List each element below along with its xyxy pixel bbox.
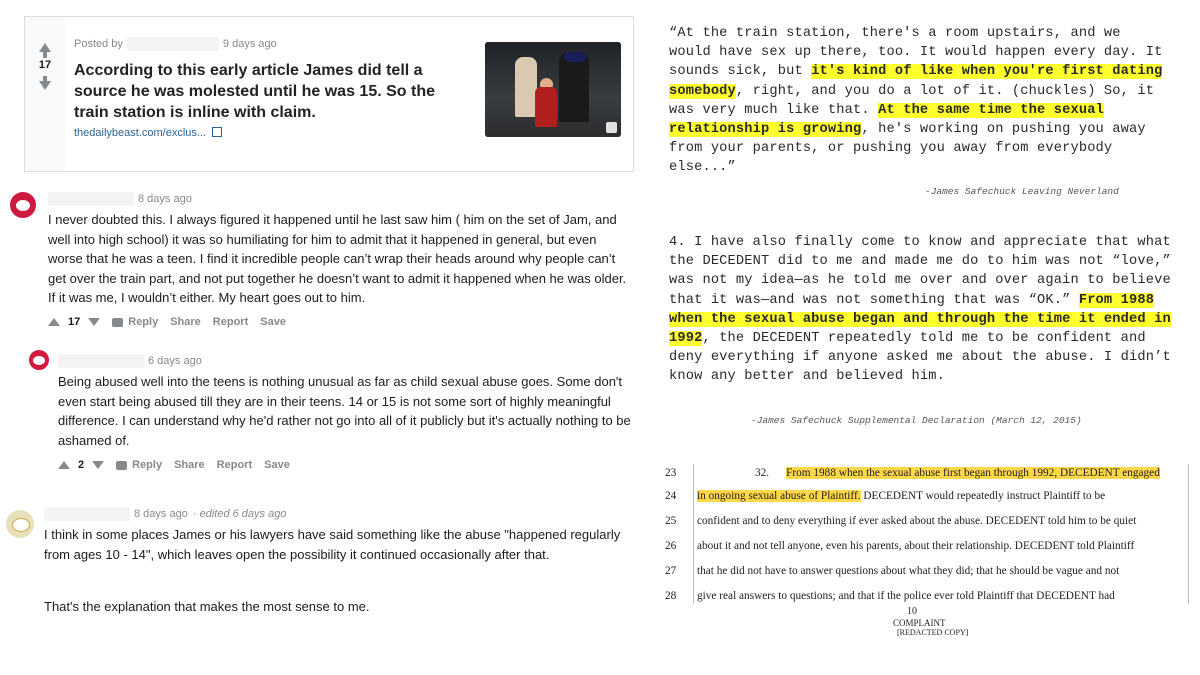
comment-bubble-icon bbox=[112, 318, 123, 327]
complaint-document bbox=[665, 462, 1195, 652]
comment-time: 8 days ago bbox=[134, 507, 188, 520]
share-button[interactable]: Share bbox=[174, 459, 205, 471]
downvote-icon[interactable] bbox=[88, 318, 100, 326]
line-text bbox=[697, 487, 1105, 505]
post-link-text[interactable]: thedailybeast.com/exclus... bbox=[74, 127, 207, 139]
comment-meta bbox=[48, 192, 192, 206]
post-link[interactable] bbox=[74, 126, 222, 139]
comment-body: Being abused well into the teens is nothing unusual as far as child sexual abuse goes. Some don't even start being abused till they are in their teens. 14 or 15 is not some sort of highly meaningful difference. I can understand why he'd rather not go into all of it publicly but it's actually nothing to be ashamed of. bbox=[58, 374, 631, 448]
reply-button[interactable]: Reply bbox=[132, 459, 163, 471]
comment-time: 8 days ago bbox=[138, 192, 192, 205]
quote-text: 4. I have also finally come to know and appreciate that what the DECEDENT did to me and made me do to him was not “love,” was not my idea—as he told me over and over again to believe that it was—and was not something that was “OK.” bbox=[669, 235, 1171, 308]
redacted-username bbox=[58, 354, 144, 368]
expand-icon[interactable] bbox=[606, 122, 617, 133]
comment-body: I think in some places James or his lawyers have said something like the abuse "happened regularly from ages 10 - 14", which leaves open the possibility it continued occasionally after that. bbox=[44, 527, 621, 562]
line-number: 24 bbox=[665, 490, 677, 502]
post-card[interactable] bbox=[24, 16, 634, 172]
evidence-panel bbox=[655, 0, 1200, 675]
line-number: 23 bbox=[665, 467, 677, 479]
reply-button[interactable]: Reply bbox=[128, 316, 159, 328]
comment-body: I never doubted this. I always figured it happened until he last saw him ( him on the set of Jam, and well into high school) it was so humiliating for him to admit that it happened in general, but even worse that he was a teen. I find it incredible people can’t wrap their heads around why people can’t get over the train part, and not put together he doesn’t want to admit it happened when he was older. If it was me, I wouldn’t either. My heart goes out to him. bbox=[48, 212, 627, 305]
posted-by-label: Posted by bbox=[74, 37, 123, 50]
comment-meta bbox=[58, 354, 202, 368]
save-button[interactable]: Save bbox=[264, 459, 290, 471]
upvote-icon[interactable] bbox=[58, 461, 70, 469]
post-thumbnail[interactable] bbox=[485, 42, 621, 137]
share-button[interactable]: Share bbox=[170, 316, 201, 328]
post-vote-column bbox=[25, 17, 65, 171]
upvote-icon-stem bbox=[43, 52, 47, 58]
quote-leaving-neverland bbox=[669, 24, 1169, 178]
comment-body-paragraph: That's the explanation that makes the most sense to me. bbox=[44, 599, 370, 614]
line-text: give real answers to questions; and that if the police ever told Plaintiff that DECEDENT had bbox=[697, 590, 1115, 602]
quote-supplemental-declaration bbox=[669, 233, 1177, 387]
redacted-username bbox=[44, 507, 130, 521]
report-button[interactable]: Report bbox=[212, 316, 249, 328]
line-text: 32. From 1988 when the sexual abuse first began through 1992, DECEDENT engaged bbox=[755, 467, 1160, 479]
quote-text: , he's working on pushing you away from your parents, or pushing you away from everybody else...” bbox=[669, 122, 1146, 176]
post-time: 9 days ago bbox=[222, 37, 277, 50]
downvote-icon[interactable] bbox=[92, 461, 104, 469]
thumbnail-figure bbox=[559, 52, 589, 122]
margin-rule bbox=[1188, 464, 1189, 604]
thumbnail-figure bbox=[535, 87, 557, 127]
avatar[interactable] bbox=[29, 350, 49, 370]
snoo-face-icon bbox=[12, 518, 30, 532]
comment-bubble-icon bbox=[116, 461, 127, 470]
downvote-icon[interactable] bbox=[39, 81, 51, 90]
comment-actions bbox=[48, 316, 298, 328]
thumbnail-figure bbox=[515, 57, 537, 117]
quote-attribution: -James Safechuck Leaving Neverland bbox=[925, 186, 1119, 197]
quote-text: , right, and you do a lot of it. (chuckles) So, it was very much like that. bbox=[669, 83, 1155, 118]
thumbnail-figure-hat bbox=[564, 52, 586, 62]
line-text: confident and to deny everything if ever asked about the abuse. DECEDENT told him to be quiet bbox=[697, 515, 1137, 527]
highlighted-quote-text: it's kind of like when you're first dating somebody bbox=[669, 64, 1163, 99]
line-text: about it and not tell anyone, even his parents, about their relationship. DECEDENT told Plaintiff bbox=[697, 540, 1135, 552]
highlighted-quote-text: From 1988 when the sexual abuse began and through the time it ended in 1992 bbox=[669, 292, 1171, 347]
avatar[interactable] bbox=[6, 510, 34, 538]
upvote-icon[interactable] bbox=[48, 318, 60, 326]
post-meta bbox=[74, 37, 277, 51]
line-number: 27 bbox=[665, 565, 677, 577]
quote-attribution: -James Safechuck Supplemental Declaration (March 12, 2015) bbox=[751, 415, 1082, 426]
post-title[interactable]: According to this early article James did tell a source he was molested until he was 15. So the train station is inline with claim. bbox=[74, 62, 435, 121]
quote-text: , the DECEDENT repeatedly told me to be confident and deny everything if anyone asked me about the abuse. I didn’t know any better and believed him. bbox=[669, 331, 1171, 385]
report-button[interactable]: Report bbox=[216, 459, 253, 471]
highlighted-text: in ongoing sexual abuse of Plaintiff. bbox=[697, 490, 861, 502]
line-number: 25 bbox=[665, 515, 677, 527]
document-footer-redacted: [REDACTED COPY] bbox=[897, 628, 969, 637]
document-footer: COMPLAINT bbox=[893, 618, 946, 628]
edited-label: · edited 6 days ago bbox=[192, 507, 287, 520]
comment-score: 2 bbox=[78, 459, 85, 471]
line-number: 28 bbox=[665, 590, 677, 602]
line-number: 26 bbox=[665, 540, 677, 552]
external-link-icon[interactable] bbox=[212, 127, 222, 137]
line-number-rule bbox=[693, 464, 694, 604]
upvote-icon[interactable] bbox=[39, 43, 51, 52]
comment-time: 6 days ago bbox=[148, 354, 202, 367]
comment-score: 17 bbox=[68, 316, 81, 328]
comment-meta bbox=[44, 507, 286, 521]
snoo-face-icon bbox=[33, 356, 45, 365]
highlighted-quote-text: At the same time the sexual relationship is growing bbox=[669, 102, 1104, 138]
post-score: 17 bbox=[38, 59, 52, 71]
redacted-username bbox=[127, 37, 219, 51]
comment-actions bbox=[58, 459, 302, 471]
redacted-username bbox=[48, 192, 134, 206]
page-number: 10 bbox=[907, 606, 917, 617]
snoo-face-icon bbox=[16, 200, 30, 211]
avatar[interactable] bbox=[10, 192, 36, 218]
line-text-rest: DECEDENT would repeatedly instruct Plaintiff to be bbox=[860, 490, 1106, 502]
save-button[interactable]: Save bbox=[260, 316, 286, 328]
quote-text: “At the train station, there's a room upstairs, and we would have sex up there, too. It would happen every day. It sounds sick, but bbox=[669, 26, 1163, 80]
highlighted-text: From 1988 when the sexual abuse first began through 1992, DECEDENT engaged bbox=[786, 467, 1160, 479]
line-text: that he did not have to answer questions about what they did; that he should be vague and not bbox=[697, 565, 1120, 577]
